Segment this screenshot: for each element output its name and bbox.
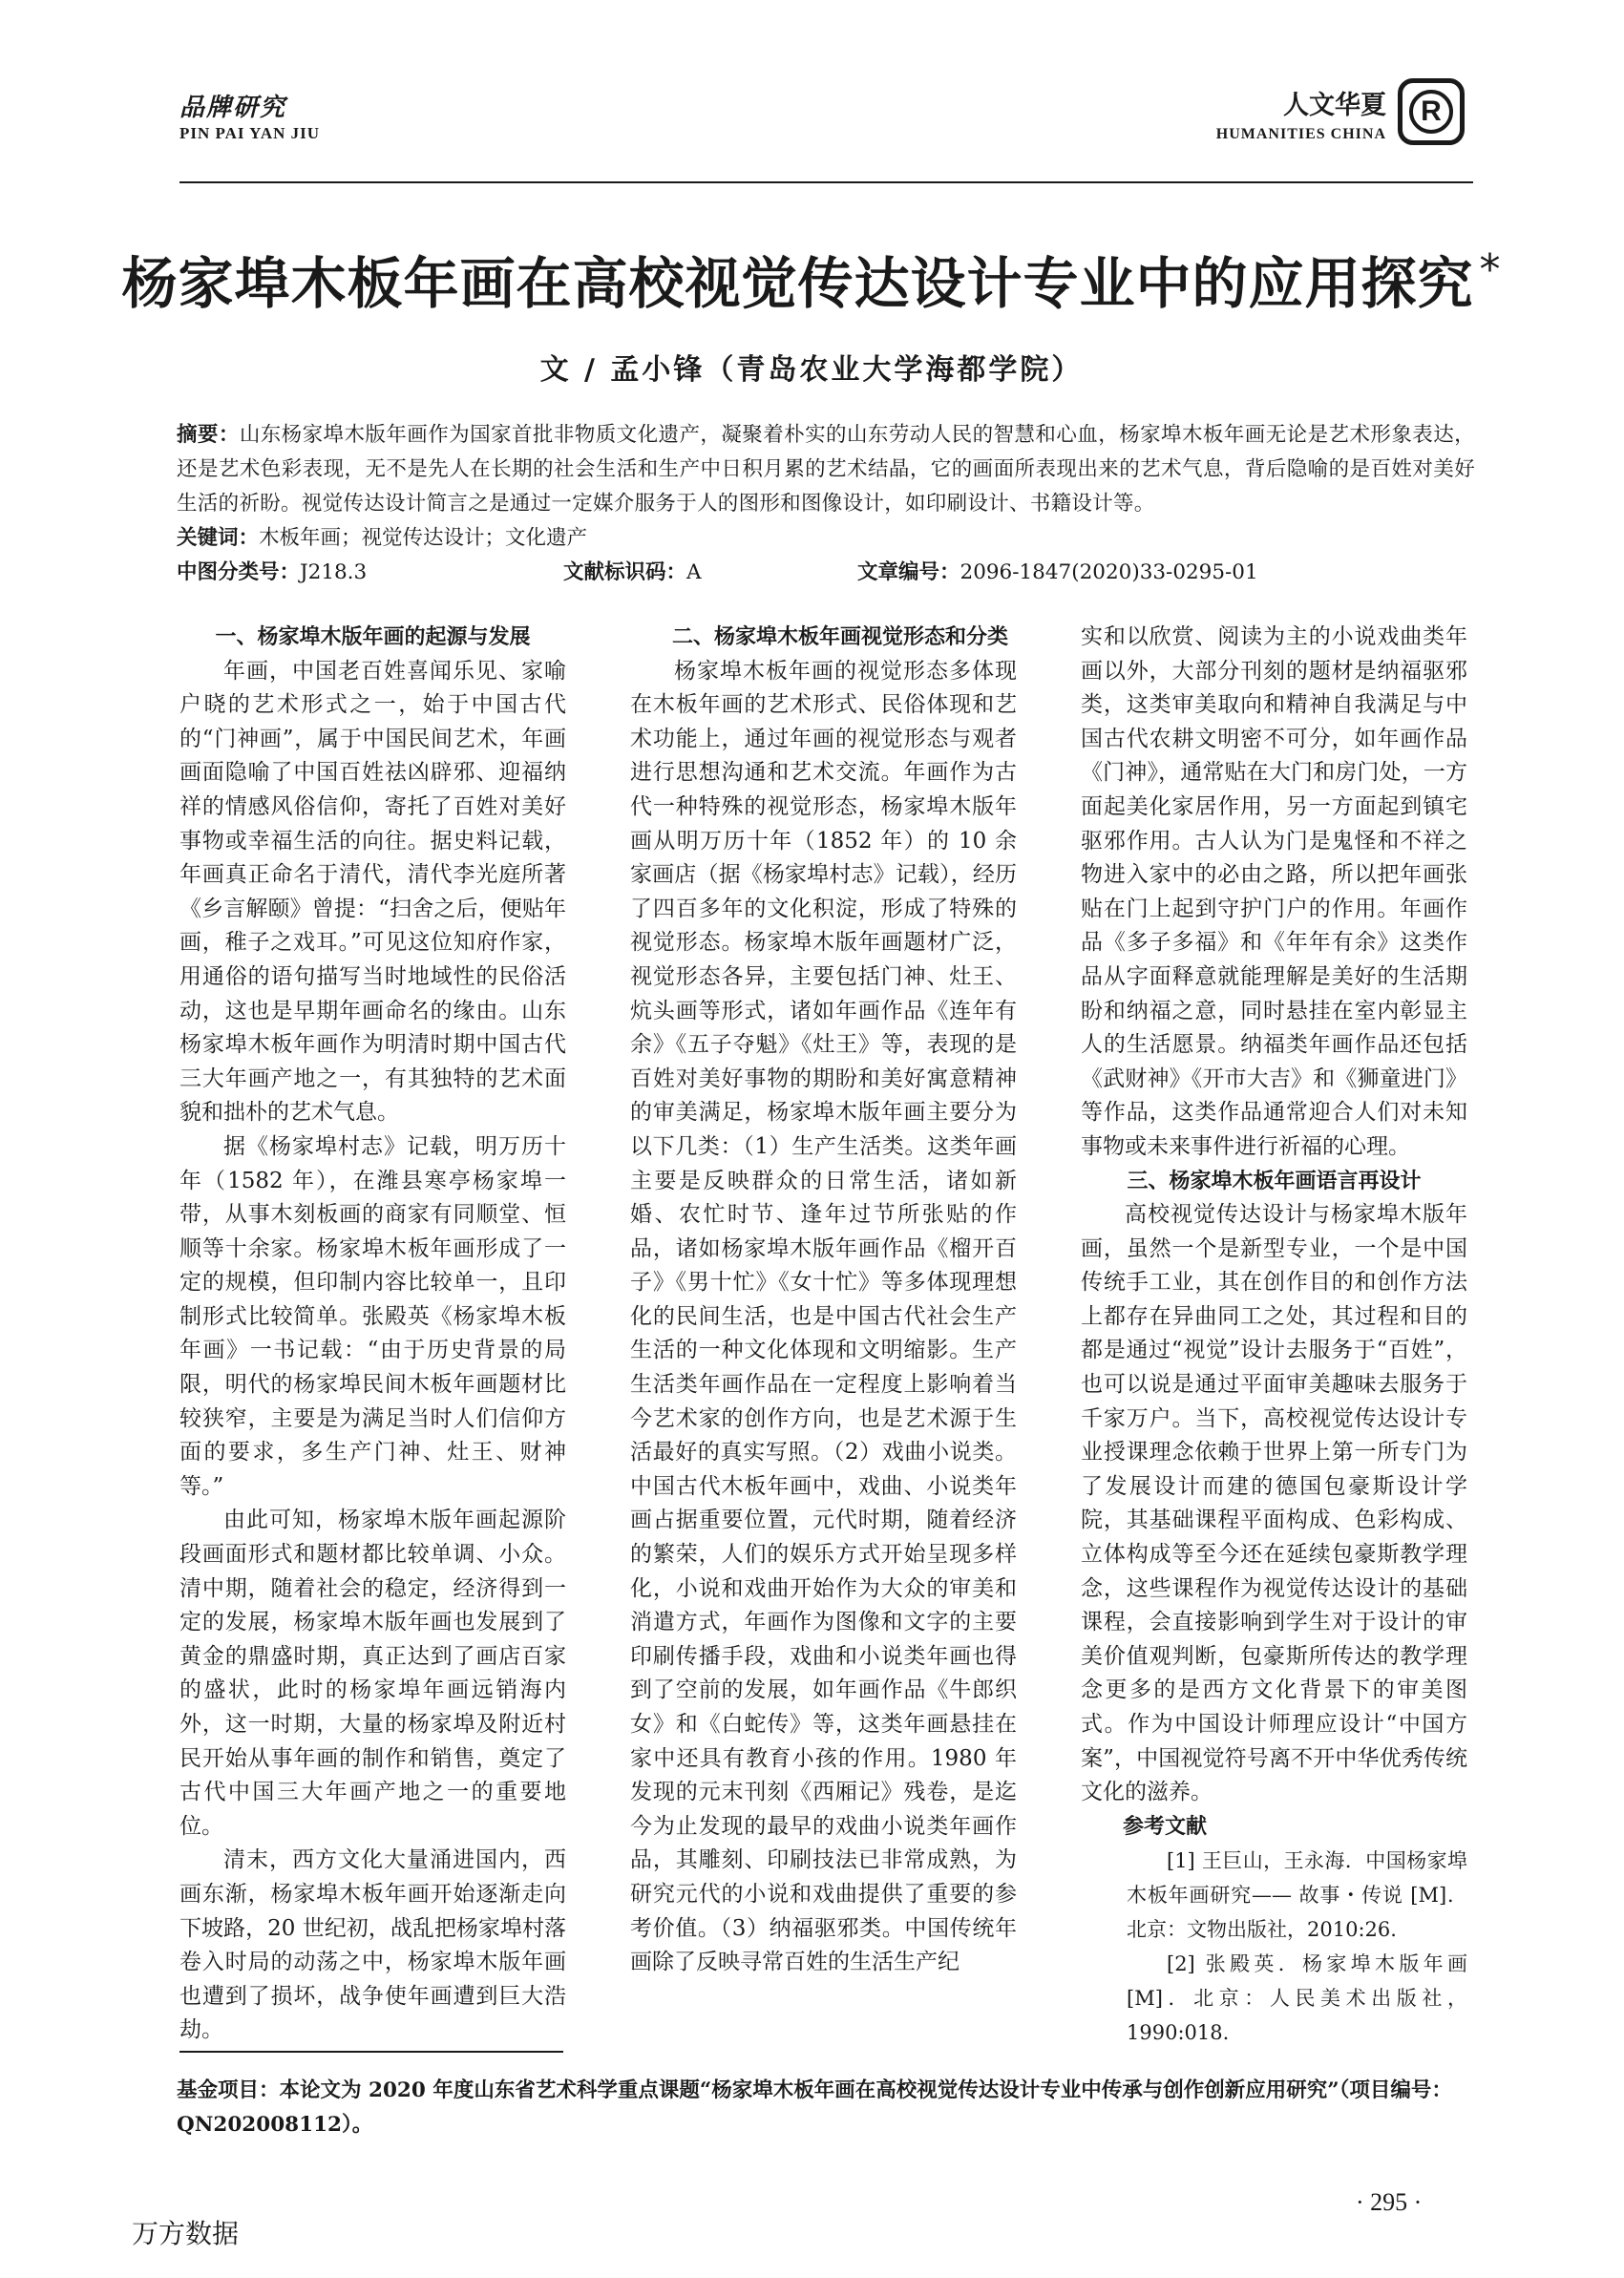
author-byline: 文 / 孟小锋（青岛农业大学海都学院） (539, 353, 1084, 387)
column-3 (1081, 621, 1467, 2050)
article-number (857, 556, 1258, 590)
registered-logo (1398, 78, 1465, 145)
section-heading-3: 三、杨家埠木板年画语言再设计 (1127, 1169, 1422, 1193)
title-footnote-mark: * (1479, 245, 1502, 294)
keywords-label: 关键词： (177, 526, 260, 550)
abstract-label: 摘要： (177, 423, 240, 447)
section-heading-1: 一、杨家埠木版年画的起源与发展 (215, 625, 531, 649)
document-code-value: A (686, 560, 702, 584)
column-end-rule (179, 2051, 563, 2053)
article-number-value: 2096-1847(2020)33-0295-01 (960, 560, 1258, 584)
references-heading: 参考文献 (1123, 1814, 1208, 1839)
clc-label: 中图分类号： (177, 560, 301, 584)
article-title (115, 239, 1508, 319)
document-code-label: 文献标识码： (563, 560, 687, 584)
keywords-text: 木板年画；视觉传达设计；文化遗产 (259, 526, 588, 550)
paragraph: 清末，西方文化大量涌进国内，西画东渐，杨家埠木板年画开始逐渐走向下坡路，20 世纪初，战乱把杨家埠村落卷入时局的动荡之中，杨家埠木版年画也遭到了损坏，战争使年画遭到巨大浩劫。 (179, 1847, 566, 2043)
paragraph: 由此可知，杨家埠木版年画起源阶段画面形式和题材都比较单调、小众。清中期，随着社会的稳定，经济得到一定的发展，杨家埠木版年画也发展到了黄金的鼎盛时期，真正达到了画店百家的盛状，此时的杨家埠年画远销海内外，这一时期，大量的杨家埠及附近村民开始从事年画的制作和销售，奠定了古代中国三大年画产地之一的重要地位。 (179, 1508, 566, 1839)
source-watermark: 万方数据 (132, 2220, 240, 2249)
registered-letter: R (1409, 90, 1453, 134)
article-title-text: 杨家埠木板年画在高校视觉传达设计专业中的应用探究 (121, 251, 1474, 316)
journal-section-cn: 品牌研究 (179, 94, 287, 122)
document-code (563, 556, 702, 590)
abstract (177, 418, 1475, 521)
paragraph: 据《杨家埠村志》记载，明万历十年（1582 年），在潍县寒亭杨家埠一带，从事木刻板画的商家有同顺堂、恒顺等十余家。杨家埠木板年画形成了一定的规模，但印制内容比较单一，且印制形式比较简单。张殿英《杨家埠木板年画》一书记载：“由于历史背景的局限，明代的杨家埠民间木板年画题材比较狭窄，主要是为满足当时人们信仰方面的要求，多生产门神、灶王、财神等。” (179, 1133, 566, 1499)
paragraph: 年画，中国老百姓喜闻乐见、家喻户晓的艺术形式之一，始于中国古代的“门神画”，属于中国民间艺术，年画画面隐喻了中国百姓祛凶辟邪、迎福纳祥的情感风俗信仰，寄托了百姓对美好事物或幸福生活的向往。据史料记载，年画真正命名于清代，清代李光庭所著《乡言解颐》曾提：“扫舍之后，便贴年画，稚子之戏耳。”可见这位知府作家，用通俗的语句描写当时地域性的民俗活动，这也是早期年画命名的缘由。山东杨家埠木板年画作为明清时期中国古代三大年画产地之一，有其独特的艺术面貌和拙朴的艺术气息。 (179, 658, 566, 1126)
clc-value: J218.3 (300, 560, 368, 584)
paragraph: 杨家埠木板年画的视觉形态多体现在木板年画的艺术形式、民俗体现和艺术功能上，通过年画的视觉形态与观者进行思想沟通和艺术交流。年画作为古代一种特殊的视觉形态，杨家埠木版年画从明万历十年（1852 年）的 10 余家画店（据《杨家埠村志》记载），经历了四百多年的文化积淀，形成了特殊的视觉形态。杨家埠木版年画题材广泛，视觉形态各异，主要包括门神、灶王、炕头画等形式，诸如年画作品《连年有余》《五子夺魁》《灶王》等，表现的是百姓对美好事物的期盼和美好寓意精神的审美满足，杨家埠木版年画主要分为以下几类：（1）生产生活类。这类年画主要是反映群众的日常生活，诸如新婚、农忙时节、逢年过节所张贴的作品，诸如杨家埠木版年画作品《榴开百子》《男十忙》《女十忙》等多体现理想化的民间生活，也是中国古代社会生产生活的一种文化体现和文明缩影。生产生活类年画作品在一定程度上影响着当今艺术家的创作方向，也是艺术源于生活最好的真实写照。（2）戏曲小说类。中国古代木板年画中，戏曲、小说类年画占据重要位置，元代时期，随着经济的繁荣，人们的娱乐方式开始呈现多样化，小说和戏曲开始作为大众的审美和消遣方式，年画作为图像和文字的主要印刷传播手段，戏曲和小说类年画也得到了空前的发展，如年画作品《牛郎织女》和《白蛇传》等，这类年画悬挂在家中还具有教育小孩的作用。1980 年发现的元末刊刻《西厢记》残卷，是迄今为止发现的最早的戏曲小说类年画作品，其雕刻、印刷技法已非常成熟，为研究元代的小说和戏曲提供了重要的参考价值。（3）纳福驱邪类。中国传统年画除了反映寻常百姓的生活生产纪 (630, 658, 1017, 1975)
paragraph: 实和以欣赏、阅读为主的小说戏曲类年画以外，大部分刊刻的题材是纳福驱邪类，这类审美取向和精神自我满足与中国古代农耕文明密不可分，如年画作品《门神》，通常贴在大门和房门处，一方面起美化家居作用，另一方面起到镇宅驱邪作用。古人认为门是鬼怪和不祥之物进入家中的必由之路，所以把年画张贴在门上起到守护门户的作用。年画作品《多子多福》和《年年有余》这类作品从字面释意就能理解是美好的生活期盼和纳福之意，同时悬挂在室内彰显主人的生活愿景。纳福类年画作品还包括《武财神》《开市大吉》和《狮童进门》等作品，这类作品通常迎合人们对未知事物或未来事件进行祈福的心理。 (1081, 624, 1467, 1159)
clc-number (177, 556, 367, 590)
reference-item: [2] 张殿英．杨家埠木版年画 [M]．北京：人民美术出版社，1990:018. (1127, 1952, 1467, 2045)
funding-label: 基金项目： (177, 2078, 280, 2102)
section-heading-2: 二、杨家埠木板年画视觉形态和分类 (672, 625, 1009, 649)
keywords (177, 521, 1475, 556)
column-1 (179, 621, 566, 2048)
journal-name-cn: 人文华夏 (1283, 91, 1386, 120)
reference-item: [1] 王巨山，王永海．中国杨家埠木板年画研究—— 故事・传说 [M]．北京：文物出版社，2010:26. (1127, 1849, 1467, 1942)
funding-text: 本论文为 2020 年度山东省艺术科学重点课题“杨家埠木板年画在高校视觉传达设计专业中传承与创作创新应用研究”（项目编号：QN202008112）。 (177, 2078, 1452, 2137)
funding-note (177, 2074, 1475, 2142)
column-2 (630, 621, 1017, 1980)
paragraph: 高校视觉传达设计与杨家埠木版年画，虽然一个是新型专业，一个是中国传统手工业，其在创作目的和创作方法上都存在异曲同工之处，其过程和目的都是通过“视觉”设计去服务于“百姓”，也可以说是通过平面审美趣味去服务于千家万户。当下，高校视觉传达设计专业授课理念依赖于世界上第一所专门为了发展设计而建的德国包豪斯设计学院，其基础课程平面构成、色彩构成、立体构成等至今还在延续包豪斯教学理念，这些课程作为视觉传达设计的基础课程，会直接影响到学生对于设计的审美价值观判断，包豪斯所传达的教学理念更多的是西方文化背景下的审美图式。作为中国设计师理应设计“中国方案”，中国视觉符号离不开中华优秀传统文化的滋养。 (1081, 1202, 1467, 1805)
journal-name-en: HUMANITIES CHINA (1215, 126, 1386, 142)
abstract-text: 山东杨家埠木版年画作为国家首批非物质文化遗产，凝聚着朴实的山东劳动人民的智慧和心血，杨家埠木板年画无论是艺术形象表达，还是艺术色彩表现，无不是先人在长期的社会生活和生产中日积月累的艺术结晶，它的画面所表现出来的艺术气息，背后隐喻的是百姓对美好生活的祈盼。视觉传达设计简言之是通过一定媒介服务于人的图形和图像设计，如印刷设计、书籍设计等。 (177, 423, 1475, 516)
header-rule (179, 181, 1473, 183)
page-number: · 295 · (1356, 2188, 1423, 2216)
article-number-label: 文章编号： (857, 560, 960, 584)
journal-section-en: PIN PAI YAN JIU (179, 124, 321, 142)
